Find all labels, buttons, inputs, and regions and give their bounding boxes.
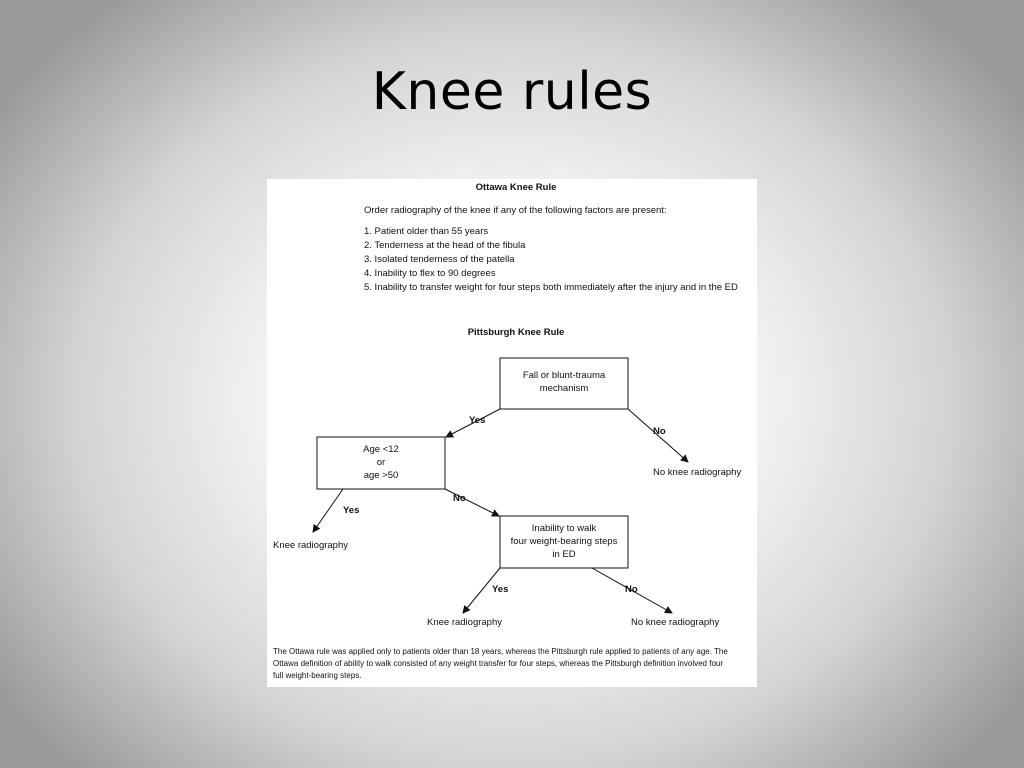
- edge-walk-yes-label: Yes: [492, 584, 509, 595]
- ottawa-intro: Order radiography of the knee if any of the following factors are present:: [364, 205, 667, 216]
- footnote-line-1: The Ottawa rule was applied only to patients older than 18 years, whereas the Pittsburgh rule applied to patients of any age. The: [273, 647, 728, 656]
- knee-rules-figure: [267, 179, 757, 687]
- edge-mech-no-label: No: [653, 426, 666, 437]
- edge-walk-no-label: No: [625, 584, 638, 595]
- node-age-line-3: age >50: [363, 470, 399, 481]
- edge-age-no-label: No: [453, 493, 466, 504]
- ottawa-item-4: 4. Inability to flex to 90 degrees: [364, 268, 496, 279]
- node-mechanism-line-1: Fall or blunt-trauma: [522, 370, 606, 381]
- node-mechanism-line-2: mechanism: [539, 383, 589, 394]
- ottawa-item-2: 2. Tenderness at the head of the fibula: [364, 240, 526, 251]
- node-age-line-1: Age <12: [363, 444, 399, 455]
- node-walk-line-1: Inability to walk: [531, 523, 597, 534]
- ottawa-item-3: 3. Isolated tenderness of the patella: [364, 254, 515, 265]
- footnote-line-3: full weight-bearing steps.: [273, 671, 362, 680]
- edge-age-yes-label: Yes: [343, 505, 360, 516]
- ottawa-item-1: 1. Patient older than 55 years: [364, 226, 489, 237]
- arrow-age-yes: [313, 489, 343, 532]
- outcome-radiography-1: Knee radiography: [273, 540, 348, 551]
- node-age-line-2: or: [376, 457, 386, 468]
- outcome-radiography-2: Knee radiography: [427, 617, 502, 628]
- pittsburgh-title: Pittsburgh Knee Rule: [467, 327, 565, 338]
- edge-mech-yes-label: Yes: [469, 415, 486, 426]
- footnote-line-2: Ottawa definition of ability to walk consisted of any weight transfer for four steps, whereas the Pittsburgh definition involved four: [273, 659, 724, 668]
- ottawa-item-5: 5. Inability to transfer weight for four steps both immediately after the injury and in the ED: [364, 282, 738, 293]
- outcome-no-radiography-1: No knee radiography: [653, 467, 742, 478]
- ottawa-title: Ottawa Knee Rule: [475, 182, 557, 193]
- outcome-no-radiography-2: No knee radiography: [631, 617, 720, 628]
- node-walk-line-3: in ED: [552, 549, 576, 560]
- slide-title: Knee rules: [371, 62, 653, 122]
- node-walk-line-2: four weight-bearing steps: [510, 536, 618, 547]
- figure-canvas: [267, 179, 757, 687]
